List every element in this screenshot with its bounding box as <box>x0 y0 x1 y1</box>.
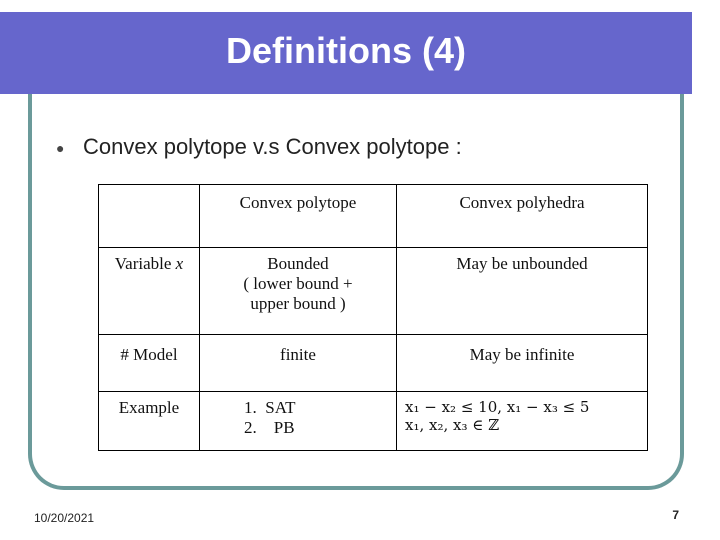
row-label: # Model <box>99 335 200 392</box>
table-header-cell: Convex polytope <box>200 185 397 248</box>
table-cell <box>200 248 397 335</box>
table-header-cell <box>99 185 200 248</box>
comparison-table <box>98 184 648 451</box>
math-line: x₁ − x₂ ≤ 10, x₁ − x₃ ≤ 5 <box>405 398 590 416</box>
math-line: x₁, x₂, x₃ ∈ ℤ <box>405 416 500 434</box>
row-label: Example <box>99 392 200 451</box>
list-item: 1. SAT <box>244 398 296 417</box>
table-header-row <box>99 185 648 248</box>
table-row <box>99 392 648 451</box>
table-cell: May be unbounded <box>397 248 648 335</box>
bullet-icon: ● <box>56 140 65 156</box>
table-cell-math <box>397 392 648 451</box>
table-cell: May be infinite <box>397 335 648 392</box>
bounded-line: Bounded <box>267 254 329 273</box>
table-header-cell: Convex polyhedra <box>397 185 648 248</box>
slide-title: Definitions (4) <box>226 30 466 71</box>
table-cell <box>200 392 397 451</box>
footer-date: 10/20/2021 <box>34 511 95 525</box>
table-row <box>99 335 648 392</box>
bounded-text <box>204 254 392 314</box>
title-underline <box>32 94 636 98</box>
page-number: 7 <box>672 508 679 522</box>
row-label: Variable x <box>99 248 200 335</box>
bounded-line: ( lower bound + <box>243 274 353 293</box>
list-item: 2. PB <box>244 418 295 437</box>
table-cell: finite <box>200 335 397 392</box>
table-row <box>99 248 648 335</box>
bullet-text: Convex polytope v.s Convex polytope : <box>83 134 462 159</box>
title-bar <box>0 12 692 94</box>
bounded-line: upper bound ) <box>250 294 346 313</box>
